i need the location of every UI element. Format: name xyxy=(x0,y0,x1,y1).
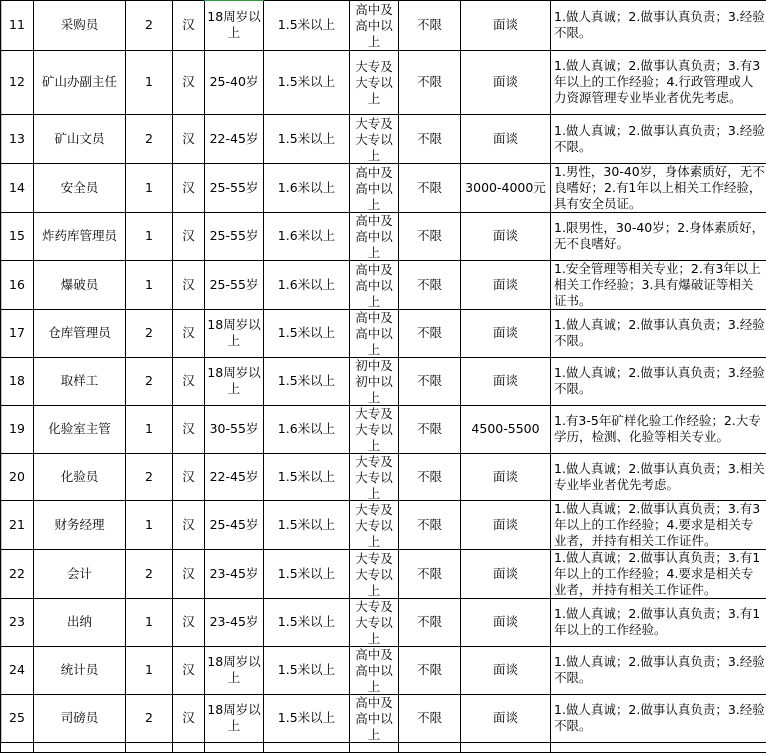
ethnicity-cell[interactable]: 汉 xyxy=(173,114,205,163)
education-cell[interactable]: 初中及初中以上 xyxy=(350,357,399,405)
other-requirement-cell[interactable]: 不限 xyxy=(399,50,461,114)
ethnicity-cell[interactable]: 汉 xyxy=(173,549,205,598)
job-title-cell[interactable]: 统计员 xyxy=(34,646,126,694)
requirements-cell[interactable]: 1.做人真诚；2.做事认真负责；3.经验不限。 xyxy=(551,694,766,742)
age-cell[interactable]: 23-45岁 xyxy=(205,549,264,598)
table-row xyxy=(1,260,766,309)
row-number-cell[interactable]: 13 xyxy=(1,114,34,163)
requirements-cell[interactable]: 1.安全管理等相关专业；2.有3年以上相关工作经验；3.具有爆破证等相关证书。 xyxy=(551,260,766,309)
empty-cell[interactable] xyxy=(205,742,264,752)
headcount-cell[interactable]: 1 xyxy=(126,598,173,646)
table-row xyxy=(1,309,766,357)
education-cell[interactable]: 大专及大专以上 xyxy=(350,500,399,549)
height-cell[interactable]: 1.6米以上 xyxy=(264,405,350,453)
row-number-cell[interactable]: 19 xyxy=(1,405,34,453)
table-row xyxy=(1,598,766,646)
row-number-cell[interactable]: 11 xyxy=(1,0,34,50)
requirements-cell[interactable]: 1.做人真诚；2.做事认真负责；3.经验不限。 xyxy=(551,646,766,694)
row-number-cell[interactable]: 25 xyxy=(1,694,34,742)
job-title-cell[interactable]: 司磅员 xyxy=(34,694,126,742)
requirements-cell[interactable]: 1.做人真诚；2.做事认真负责；3.有3年以上的工作经验；4.要求是相关专业者，并持有相关工作证件。 xyxy=(551,500,766,549)
requirements-cell[interactable]: 1.做人真诚；2.做事认真负责；3.经验不限。 xyxy=(551,0,766,50)
other-requirement-cell[interactable]: 不限 xyxy=(399,453,461,500)
row-number-cell[interactable]: 17 xyxy=(1,309,34,357)
age-cell[interactable]: 25-45岁 xyxy=(205,500,264,549)
empty-cell[interactable] xyxy=(461,742,551,752)
table-row xyxy=(1,646,766,694)
salary-cell[interactable]: 面谈 xyxy=(461,114,551,163)
ethnicity-cell[interactable]: 汉 xyxy=(173,0,205,50)
salary-cell[interactable]: 面谈 xyxy=(461,50,551,114)
table-row-partial xyxy=(1,742,766,752)
requirements-cell[interactable]: 1.做人真诚；2.做事认真负责；3.有1年以上的工作经验；4.要求是相关专业者，并持有相关工作证件。 xyxy=(551,549,766,598)
other-requirement-cell[interactable]: 不限 xyxy=(399,357,461,405)
headcount-cell[interactable]: 2 xyxy=(126,309,173,357)
height-cell[interactable]: 1.5米以上 xyxy=(264,309,350,357)
table-row xyxy=(1,500,766,549)
salary-cell[interactable]: 面谈 xyxy=(461,0,551,50)
row-number-cell[interactable]: 12 xyxy=(1,50,34,114)
age-cell[interactable]: 22-45岁 xyxy=(205,114,264,163)
job-title-cell[interactable]: 出纳 xyxy=(34,598,126,646)
salary-cell[interactable]: 面谈 xyxy=(461,260,551,309)
table-row xyxy=(1,694,766,742)
row-number-cell[interactable]: 14 xyxy=(1,163,34,212)
table-row xyxy=(1,50,766,114)
education-cell[interactable]: 高中及高中以上 xyxy=(350,309,399,357)
age-cell[interactable]: 18周岁以上 xyxy=(205,309,264,357)
age-cell[interactable]: 18周岁以上 xyxy=(205,646,264,694)
row-number-cell[interactable]: 22 xyxy=(1,549,34,598)
salary-cell[interactable]: 面谈 xyxy=(461,212,551,260)
other-requirement-cell[interactable]: 不限 xyxy=(399,405,461,453)
row-number-cell[interactable]: 16 xyxy=(1,260,34,309)
height-cell[interactable]: 1.6米以上 xyxy=(264,212,350,260)
education-cell[interactable]: 大专及大专以上 xyxy=(350,50,399,114)
height-cell[interactable]: 1.5米以上 xyxy=(264,453,350,500)
ethnicity-cell[interactable]: 汉 xyxy=(173,163,205,212)
table-row xyxy=(1,549,766,598)
table-row xyxy=(1,453,766,500)
job-title-cell[interactable]: 爆破员 xyxy=(34,260,126,309)
other-requirement-cell[interactable]: 不限 xyxy=(399,212,461,260)
empty-cell[interactable] xyxy=(399,742,461,752)
job-title-cell[interactable]: 会计 xyxy=(34,549,126,598)
job-title-cell[interactable]: 安全员 xyxy=(34,163,126,212)
ethnicity-cell[interactable]: 汉 xyxy=(173,357,205,405)
height-cell[interactable]: 1.5米以上 xyxy=(264,114,350,163)
job-title-cell[interactable]: 仓库管理员 xyxy=(34,309,126,357)
requirements-cell[interactable]: 1.男性，30-40岁，身体素质好，无不良嗜好；2.有1年以上相关工作经验，具有安全员证。 xyxy=(551,163,766,212)
height-cell[interactable]: 1.5米以上 xyxy=(264,598,350,646)
headcount-cell[interactable]: 2 xyxy=(126,694,173,742)
headcount-cell[interactable]: 1 xyxy=(126,163,173,212)
age-cell[interactable]: 22-45岁 xyxy=(205,453,264,500)
other-requirement-cell[interactable]: 不限 xyxy=(399,309,461,357)
empty-cell[interactable] xyxy=(126,742,173,752)
requirements-cell[interactable]: 1.有3-5年矿样化验工作经验；2.大专学历，检测、化验等相关专业。 xyxy=(551,405,766,453)
height-cell[interactable]: 1.5米以上 xyxy=(264,357,350,405)
headcount-cell[interactable]: 2 xyxy=(126,357,173,405)
empty-cell[interactable] xyxy=(173,742,205,752)
salary-cell[interactable]: 面谈 xyxy=(461,500,551,549)
requirements-cell[interactable]: 1.做人真诚；2.做事认真负责；3.经验不限。 xyxy=(551,309,766,357)
height-cell[interactable]: 1.6米以上 xyxy=(264,260,350,309)
height-cell[interactable]: 1.5米以上 xyxy=(264,500,350,549)
height-cell[interactable]: 1.5米以上 xyxy=(264,646,350,694)
other-requirement-cell[interactable]: 不限 xyxy=(399,163,461,212)
age-cell[interactable]: 18周岁以上 xyxy=(205,0,264,50)
empty-cell[interactable] xyxy=(1,742,34,752)
empty-cell[interactable] xyxy=(551,742,766,752)
ethnicity-cell[interactable]: 汉 xyxy=(173,453,205,500)
other-requirement-cell[interactable]: 不限 xyxy=(399,646,461,694)
height-cell[interactable]: 1.5米以上 xyxy=(264,0,350,50)
requirements-cell[interactable]: 1.做人真诚；2.做事认真负责；3.经验不限。 xyxy=(551,357,766,405)
age-cell[interactable]: 25-55岁 xyxy=(205,212,264,260)
table-row xyxy=(1,0,766,50)
requirements-cell[interactable]: 1.做人真诚；2.做事认真负责；3.相关专业毕业者优先考虑。 xyxy=(551,453,766,500)
education-cell[interactable]: 高中及高中以上 xyxy=(350,260,399,309)
ethnicity-cell[interactable]: 汉 xyxy=(173,212,205,260)
ethnicity-cell[interactable]: 汉 xyxy=(173,50,205,114)
education-cell[interactable]: 大专及大专以上 xyxy=(350,453,399,500)
table-row xyxy=(1,163,766,212)
height-cell[interactable]: 1.5米以上 xyxy=(264,549,350,598)
row-number-cell[interactable]: 20 xyxy=(1,453,34,500)
other-requirement-cell[interactable]: 不限 xyxy=(399,0,461,50)
age-cell[interactable]: 18周岁以上 xyxy=(205,357,264,405)
headcount-cell[interactable]: 1 xyxy=(126,212,173,260)
table-row xyxy=(1,114,766,163)
height-cell[interactable]: 1.5米以上 xyxy=(264,694,350,742)
row-number-cell[interactable]: 21 xyxy=(1,500,34,549)
job-title-cell[interactable]: 取样工 xyxy=(34,357,126,405)
row-number-cell[interactable]: 24 xyxy=(1,646,34,694)
salary-cell[interactable]: 3000-4000元 xyxy=(461,163,551,212)
salary-cell[interactable]: 面谈 xyxy=(461,694,551,742)
other-requirement-cell[interactable]: 不限 xyxy=(399,694,461,742)
age-cell[interactable]: 18周岁以上 xyxy=(205,694,264,742)
age-cell[interactable]: 25-55岁 xyxy=(205,260,264,309)
salary-cell[interactable]: 面谈 xyxy=(461,453,551,500)
other-requirement-cell[interactable]: 不限 xyxy=(399,260,461,309)
row-number-cell[interactable]: 18 xyxy=(1,357,34,405)
education-cell[interactable]: 高中及高中以上 xyxy=(350,163,399,212)
table-row xyxy=(1,212,766,260)
headcount-cell[interactable]: 1 xyxy=(126,646,173,694)
education-cell[interactable]: 大专及大专以上 xyxy=(350,114,399,163)
job-title-cell[interactable]: 化验室主管 xyxy=(34,405,126,453)
headcount-cell[interactable]: 1 xyxy=(126,50,173,114)
job-title-cell[interactable]: 矿山文员 xyxy=(34,114,126,163)
ethnicity-cell[interactable]: 汉 xyxy=(173,260,205,309)
ethnicity-cell[interactable]: 汉 xyxy=(173,694,205,742)
requirements-cell[interactable]: 1.限男性，30-40岁；2.身体素质好，无不良嗜好。 xyxy=(551,212,766,260)
requirements-cell[interactable]: 1.做人真诚；2.做事认真负责；3.有3年以上的工作经验；4.行政管理或人力资源管理专业毕业者优先考虑。 xyxy=(551,50,766,114)
requirements-cell[interactable]: 1.做人真诚；2.做事认真负责；3.经验不限。 xyxy=(551,114,766,163)
ethnicity-cell[interactable]: 汉 xyxy=(173,309,205,357)
table-row xyxy=(1,357,766,405)
ethnicity-cell[interactable]: 汉 xyxy=(173,500,205,549)
education-cell[interactable]: 大专及大专以上 xyxy=(350,598,399,646)
age-cell[interactable]: 25-40岁 xyxy=(205,50,264,114)
headcount-cell[interactable]: 2 xyxy=(126,114,173,163)
headcount-cell[interactable]: 2 xyxy=(126,453,173,500)
empty-cell[interactable] xyxy=(264,742,350,752)
requirements-cell[interactable]: 1.做人真诚；2.做事认真负责；3.有1年以上的工作经验。 xyxy=(551,598,766,646)
other-requirement-cell[interactable]: 不限 xyxy=(399,549,461,598)
height-cell[interactable]: 1.6米以上 xyxy=(264,163,350,212)
other-requirement-cell[interactable]: 不限 xyxy=(399,500,461,549)
ethnicity-cell[interactable]: 汉 xyxy=(173,405,205,453)
salary-cell[interactable]: 面谈 xyxy=(461,309,551,357)
job-title-cell[interactable]: 化验员 xyxy=(34,453,126,500)
headcount-cell[interactable]: 2 xyxy=(126,0,173,50)
salary-cell[interactable]: 面谈 xyxy=(461,598,551,646)
age-cell[interactable]: 23-45岁 xyxy=(205,598,264,646)
height-cell[interactable]: 1.5米以上 xyxy=(264,50,350,114)
row-number-cell[interactable]: 15 xyxy=(1,212,34,260)
headcount-cell[interactable]: 1 xyxy=(126,405,173,453)
education-cell[interactable]: 大专及大专以上 xyxy=(350,405,399,453)
row-number-cell[interactable]: 23 xyxy=(1,598,34,646)
salary-cell[interactable]: 面谈 xyxy=(461,549,551,598)
empty-cell[interactable] xyxy=(34,742,126,752)
headcount-cell[interactable]: 1 xyxy=(126,260,173,309)
table-row xyxy=(1,405,766,453)
job-title-cell[interactable]: 财务经理 xyxy=(34,500,126,549)
headcount-cell[interactable]: 2 xyxy=(126,549,173,598)
empty-cell[interactable] xyxy=(350,742,399,752)
education-cell[interactable]: 高中及高中以上 xyxy=(350,0,399,50)
job-table-body xyxy=(1,0,766,752)
salary-cell[interactable]: 面谈 xyxy=(461,646,551,694)
education-cell[interactable]: 大专及大专以上 xyxy=(350,549,399,598)
other-requirement-cell[interactable]: 不限 xyxy=(399,114,461,163)
education-cell[interactable]: 高中及高中以上 xyxy=(350,694,399,742)
age-cell[interactable]: 30-55岁 xyxy=(205,405,264,453)
job-title-cell[interactable]: 炸药库管理员 xyxy=(34,212,126,260)
education-cell[interactable]: 高中及高中以上 xyxy=(350,212,399,260)
job-title-cell[interactable]: 采购员 xyxy=(34,0,126,50)
salary-cell[interactable]: 面谈 xyxy=(461,357,551,405)
ethnicity-cell[interactable]: 汉 xyxy=(173,598,205,646)
age-cell[interactable]: 25-55岁 xyxy=(205,163,264,212)
ethnicity-cell[interactable]: 汉 xyxy=(173,646,205,694)
education-cell[interactable]: 高中及高中以上 xyxy=(350,646,399,694)
headcount-cell[interactable]: 1 xyxy=(126,500,173,549)
job-title-cell[interactable]: 矿山办副主任 xyxy=(34,50,126,114)
salary-cell[interactable]: 4500-5500 xyxy=(461,405,551,453)
other-requirement-cell[interactable]: 不限 xyxy=(399,598,461,646)
